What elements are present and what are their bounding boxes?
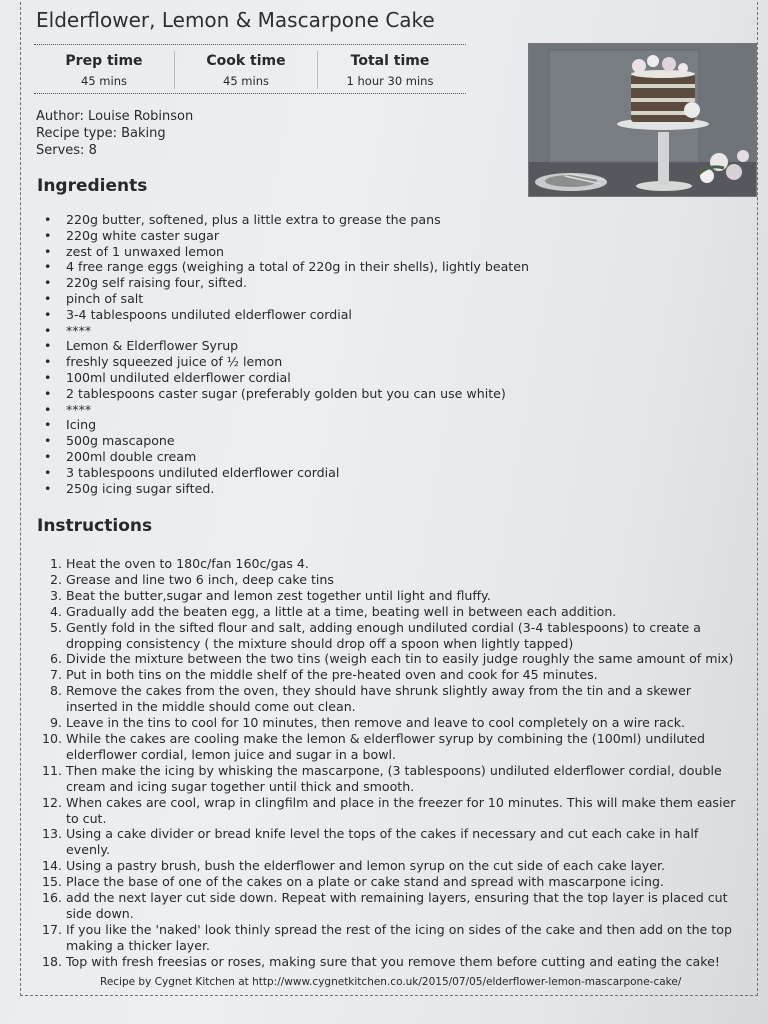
step-number: 12. (41, 794, 62, 810)
ingredient-item: • pinch of salt (44, 291, 604, 307)
ingredient-item: • 3 tablespoons undiluted elderflower cordial (44, 465, 604, 481)
ingredient-item: • 200ml double cream (44, 449, 604, 465)
instruction-step (36, 890, 746, 922)
instruction-step (36, 572, 746, 588)
ingredient-item: • 220g white caster sugar (44, 228, 604, 244)
instruction-step (36, 715, 746, 731)
step-text: add the next layer cut side down. Repeat with remaining layers, ensuring that the top layer is placed cut side down. (66, 890, 728, 921)
instructions-list (36, 556, 746, 970)
ingredient-item: • 250g icing sugar sifted. (44, 481, 604, 497)
step-number: 10. (41, 730, 62, 746)
step-text: Remove the cakes from the oven, they should have shrunk slightly away from the tin and a skewer inserted in the middle should come out clean. (66, 683, 692, 715)
cook-time (175, 45, 317, 93)
instruction-step (36, 620, 746, 652)
ingredient-item: • 4 free range eggs (weighing a total of 220g in their shells), lightly beaten (44, 259, 604, 275)
prep-time (34, 45, 174, 93)
ingredient-item: • 220g self raising four, sifted. (44, 275, 604, 291)
instruction-step (36, 922, 746, 954)
step-number: 14. (41, 858, 62, 874)
time-summary (34, 44, 466, 94)
prep-time-label: Prep time (65, 53, 143, 69)
ingredient-item: • **** (44, 323, 604, 339)
instruction-step (36, 954, 746, 970)
step-text: Leave in the tins to cool for 10 minutes, then remove and leave to cool completely on a wire rack. (66, 715, 685, 731)
ingredients-list (44, 212, 604, 496)
step-text: Using a pastry brush, bush the elderflower and lemon syrup on the cut side of each cake layer. (66, 858, 666, 874)
instruction-step (36, 651, 746, 667)
ingredient-item: • freshly squeezed juice of ½ lemon (44, 354, 604, 370)
step-number: 3. (49, 587, 62, 603)
instruction-step (36, 604, 746, 620)
step-number: 11. (41, 762, 62, 778)
step-text: Place the base of one of the cakes on a plate or cake stand and spread with mascarpone icing. (66, 874, 665, 890)
ingredient-item: • Lemon & Elderflower Syrup (44, 338, 604, 354)
instruction-step (36, 763, 746, 795)
step-text: If you like the 'naked' look thinly spread the rest of the icing on sides of the cake and then add on the top making a thicker layer. (66, 921, 732, 953)
cook-time-label: Cook time (206, 53, 286, 69)
step-number: 6. (49, 651, 62, 667)
ingredient-item: • 500g mascapone (44, 433, 604, 449)
step-text: Beat the butter,sugar and lemon zest together until light and fluffy. (66, 587, 491, 603)
step-text: Top with fresh freesias or roses, making sure that you remove them before cutting and eating the cake! (66, 953, 720, 969)
step-text: Grease and line two 6 inch, deep cake tins (66, 571, 334, 587)
total-time-value: 1 hour 30 mins (346, 74, 434, 88)
ingredient-item: • zest of 1 unwaxed lemon (44, 244, 604, 260)
step-number: 4. (49, 603, 62, 619)
step-number: 13. (41, 826, 62, 842)
cook-time-value: 45 mins (223, 74, 269, 88)
ingredient-item: • 2 tablespoons caster sugar (preferably golden but you can use white) (44, 386, 604, 402)
ingredients-heading: Ingredients (37, 176, 148, 196)
instructions-heading: Instructions (37, 516, 153, 536)
instruction-step (36, 683, 746, 715)
total-time (318, 45, 462, 93)
step-number: 5. (49, 619, 62, 635)
ingredient-item: • **** (44, 402, 604, 418)
step-number: 17. (41, 921, 62, 937)
instruction-step (36, 667, 746, 683)
recipe-title: Elderflower, Lemon & Mascarpone Cake (36, 8, 435, 32)
step-text: Then make the icing by whisking the mascarpone, (3 tablespoons) undiluted elderflower cordial, double cream and icing sugar together until thick and smooth. (66, 762, 722, 794)
instruction-step (36, 874, 746, 890)
step-text: Gradually add the beaten egg, a little at a time, beating well in between each addition. (66, 603, 617, 619)
step-number: 7. (49, 667, 62, 683)
instruction-step (36, 588, 746, 604)
step-number: 18. (41, 953, 62, 969)
total-time-label: Total time (350, 53, 430, 69)
step-number: 8. (49, 683, 62, 699)
ingredient-item: • Icing (44, 417, 604, 433)
step-text: Heat the oven to 180c/fan 160c/gas 4. (66, 556, 309, 571)
recipe-credit: Recipe by Cygnet Kitchen at http://www.cygnetkitchen.co.uk/2015/07/05/elderflower-lemon-mascarpone-cake/ (100, 976, 682, 988)
step-number: 9. (49, 715, 62, 731)
step-number: 15. (41, 874, 62, 890)
step-number: 1. (49, 556, 62, 571)
ingredient-item: • 3-4 tablespoons undiluted elderflower cordial (44, 307, 604, 323)
serves: Serves: 8 (36, 143, 97, 158)
step-number: 16. (41, 890, 62, 906)
recipe-meta (36, 108, 193, 159)
step-number: 2. (49, 571, 62, 587)
step-text: When cakes are cool, wrap in clingfilm and place in the freezer for 10 minutes. This will make them easier to cut. (66, 794, 736, 826)
instruction-step (36, 556, 746, 572)
instruction-step (36, 795, 746, 827)
author: Author: Louise Robinson (36, 109, 194, 124)
step-text: Divide the mixture between the two tins (weigh each tin to easily judge roughly the same amount of mix) (66, 651, 734, 667)
ingredient-item: • 100ml undiluted elderflower cordial (44, 370, 604, 386)
step-text: Using a cake divider or bread knife level the tops of the cakes if necessary and cut each cake in half evenly. (66, 826, 699, 858)
instruction-step (36, 858, 746, 874)
ingredient-item: • 220g butter, softened, plus a little extra to grease the pans (44, 212, 604, 228)
recipe-type: Recipe type: Baking (36, 126, 166, 141)
step-text: While the cakes are cooling make the lemon & elderflower syrup by combining the (100ml) undiluted elderflower cordial, lemon juice and sugar in a bowl. (66, 730, 706, 762)
cake-photo (528, 43, 757, 197)
instruction-step (36, 731, 746, 763)
instruction-step (36, 826, 746, 858)
step-text: Gently fold in the sifted flour and salt, adding enough undiluted cordial (3-4 tablespoons) to create a dropping consistency ( the mixture should drop off a spoon when lightly tapped) (66, 619, 701, 651)
step-text: Put in both tins on the middle shelf of the pre-heated oven and cook for 45 minutes. (66, 667, 598, 683)
prep-time-value: 45 mins (81, 74, 127, 88)
